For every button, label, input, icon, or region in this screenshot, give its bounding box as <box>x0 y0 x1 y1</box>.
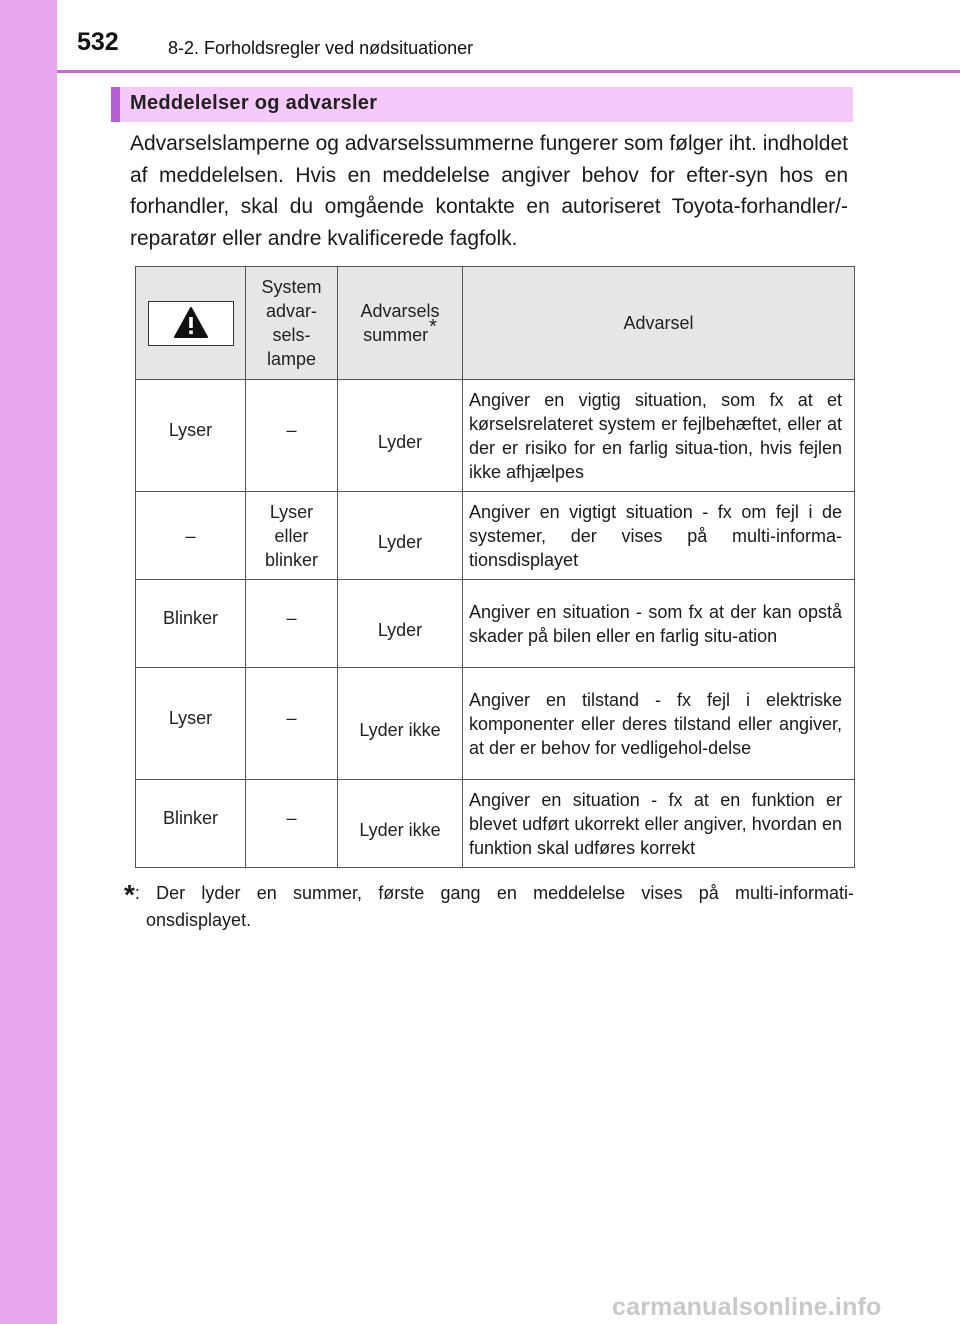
warning-table <box>135 266 855 868</box>
section-heading-bar <box>111 87 853 122</box>
system-lamp-state: – <box>286 707 297 728</box>
intro-paragraph: Advarselslamperne og advarselssummerne fungerer som følger iht. indholdet af meddelelsen. Hvis en meddelelse angiver behov for efter-syn hos en forhandler, skal du omgående kontakte en autoriseret Toyota-forhandler/-reparatør eller andre kvalificerede fagfolk. <box>130 132 848 250</box>
footnote-text-1: : Der lyder en summer, første gang en meddelelse vises på multi-informati- <box>134 883 854 903</box>
table-header-row <box>136 267 855 380</box>
header-buzzer-line-2 <box>338 316 462 347</box>
footnote <box>124 876 854 934</box>
footnote-line-1 <box>124 876 854 910</box>
footnote-mark: * <box>429 316 437 338</box>
watermark: carmanualsonline.info <box>612 1293 882 1321</box>
system-lamp-state: blinker <box>264 549 319 570</box>
buzzer-state: Lyder <box>377 619 423 640</box>
system-lamp-cell <box>246 668 338 780</box>
icon-state-cell <box>136 492 246 580</box>
system-lamp-state: eller <box>274 525 309 546</box>
icon-state-cell <box>136 668 246 780</box>
icon-state: Lyser <box>168 707 213 728</box>
table-row <box>136 492 855 580</box>
warning-description: Angiver en vigtigt situation - fx om fejl i de systemer, der vises på multi-informa-tionsdisplayet <box>463 492 855 580</box>
header-buzzer-line: Advarsels <box>360 301 440 321</box>
page-number: 532 <box>77 28 119 56</box>
icon-state-cell <box>136 380 246 492</box>
table-row <box>136 668 855 780</box>
buzzer-state: Lyder <box>377 431 423 452</box>
icon-state-cell <box>136 580 246 668</box>
buzzer-state: Lyder ikke <box>359 819 441 840</box>
system-lamp-cell <box>246 380 338 492</box>
header-buzzer-word: summer <box>363 325 429 345</box>
footnote-star: * <box>124 879 135 910</box>
table-row <box>136 380 855 492</box>
page-side-tab <box>0 0 57 1324</box>
warning-description: Angiver en situation - fx at en funktion er blevet udført ukorrekt eller angiver, hvordan en funktion skal udføres korrekt <box>463 780 855 868</box>
buzzer-cell <box>338 580 463 668</box>
icon-state: Lyser <box>168 419 213 440</box>
header-system-lamp <box>246 267 338 380</box>
table-row <box>136 580 855 668</box>
system-lamp-state: – <box>286 419 297 440</box>
table-row <box>136 780 855 868</box>
header-buzzer <box>338 267 463 380</box>
header-warning: Advarsel <box>463 267 855 380</box>
buzzer-cell <box>338 380 463 492</box>
system-lamp-state: – <box>286 807 297 828</box>
warning-description: Angiver en vigtig situation, som fx at et kørselsrelateret system er fejlbehæftet, eller at der er risiko for en farlig situa-tion, hvis fejlen ikke afhjælpes <box>463 380 855 492</box>
header-icon-cell <box>136 267 246 380</box>
header-system-lamp-line: lampe <box>266 349 317 369</box>
buzzer-cell <box>338 668 463 780</box>
system-lamp-cell <box>246 780 338 868</box>
system-lamp-state: – <box>286 607 297 628</box>
footnote-line-2: onsdisplayet. <box>146 910 252 930</box>
icon-state: – <box>185 525 196 546</box>
header-system-lamp-line: sels- <box>272 325 311 345</box>
section-accent <box>111 87 120 122</box>
buzzer-cell <box>338 492 463 580</box>
system-lamp-state: Lyser <box>269 501 314 522</box>
icon-state: Blinker <box>162 807 219 828</box>
warning-description: Angiver en situation - som fx at der kan opstå skader på bilen eller en farlig situ-ation <box>463 580 855 668</box>
system-lamp-cell <box>246 580 338 668</box>
header-system-lamp-line: advar- <box>265 301 318 321</box>
section-title: Meddelelser og advarsler <box>130 92 378 114</box>
warning-triangle-icon <box>148 301 234 346</box>
system-lamp-cell <box>246 492 338 580</box>
buzzer-cell <box>338 780 463 868</box>
buzzer-state: Lyder <box>377 531 423 552</box>
icon-state: Blinker <box>162 607 219 628</box>
warning-description: Angiver en tilstand - fx fejl i elektriske komponenter eller deres tilstand eller angiver, at der er behov for vedligehol-delse <box>463 668 855 780</box>
buzzer-state: Lyder ikke <box>359 719 441 740</box>
icon-state-cell <box>136 780 246 868</box>
header-system-lamp-line: System <box>261 277 322 297</box>
header-divider <box>57 70 960 73</box>
chapter-heading: 8-2. Forholdsregler ved nødsituationer <box>168 38 474 58</box>
